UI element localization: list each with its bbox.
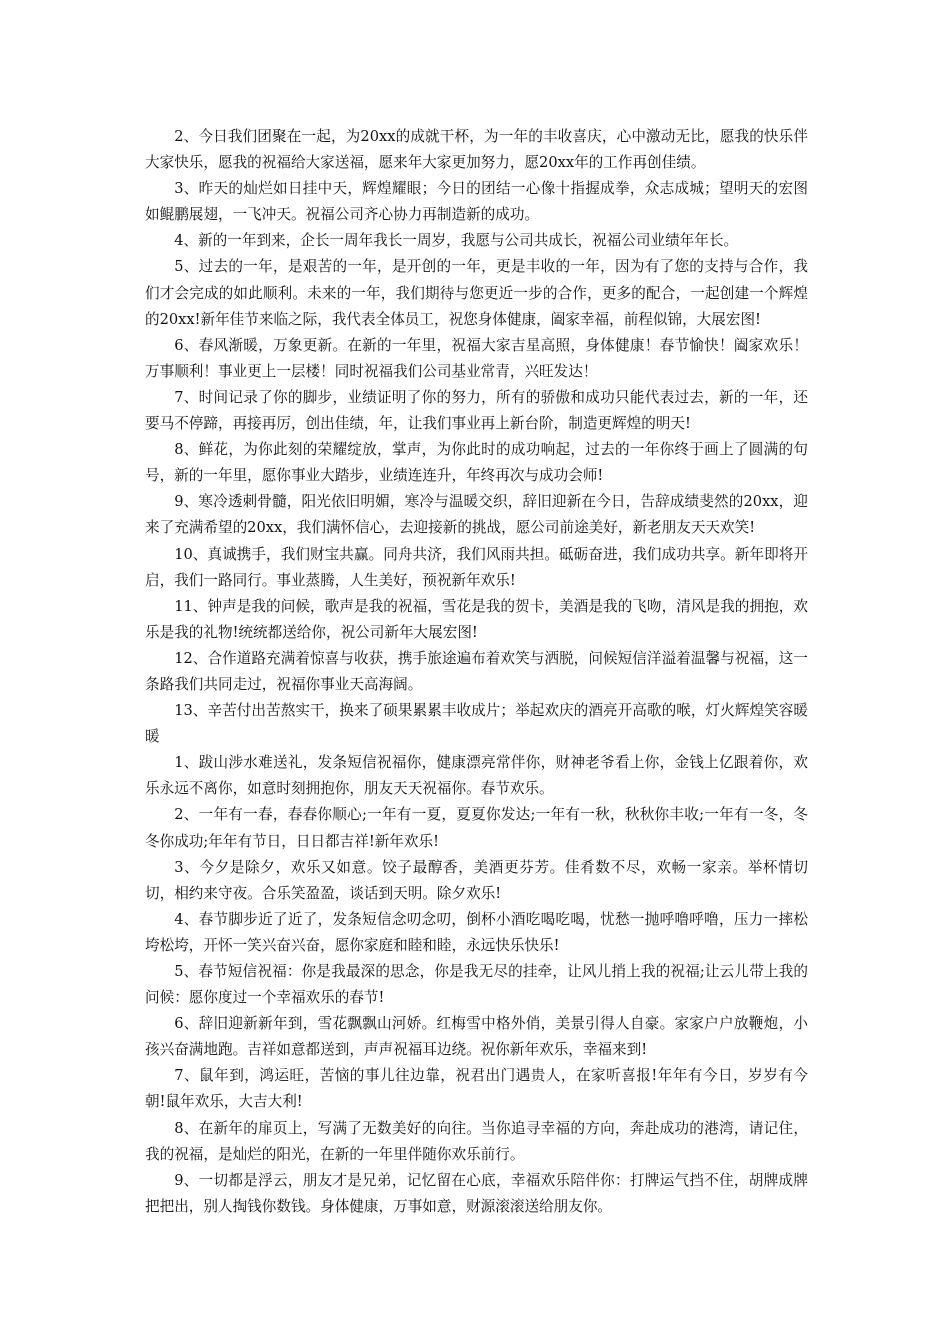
paragraph: 10、真诚携手，我们财宝共赢。同舟共济，我们风雨共担。砥砺奋进，我们成功共享。新年即将开启，我们一路同行。事业蒸腾，人生美好，预祝新年欢乐! xyxy=(145,545,808,589)
paragraph: 5、过去的一年，是艰苦的一年，是开创的一年，更是丰收的一年，因为有了您的支持与合作，我们才会完成的如此顺利。未来的一年，我们期待与您更近一步的合作，更多的配合，一起创建一个辉煌的20xx!新年佳节来临之际，我代表全体员工，祝您身体健康，阖家幸福，前程似锦，大展宏图! xyxy=(145,258,808,328)
paragraph: 4、新的一年到来，企长一周年我长一周岁，我愿与公司共成长，祝福公司业绩年年长。 xyxy=(174,232,739,250)
paragraph: 8、在新年的扉页上，写满了无数美好的向往。当你追寻幸福的方向，奔赴成功的港湾，请记住，我的祝福，是灿烂的阳光，在新的一年里伴随你欢乐前行。 xyxy=(145,1119,808,1163)
paragraph: 4、春节脚步近了近了，发条短信念叨念叨，倒杯小酒吃喝吃喝，忧愁一抛呼噜呼噜，压力一摔松垮松垮，开怀一笑兴奋兴奋，愿你家庭和睦和睦，永远快乐快乐! xyxy=(145,910,808,954)
paragraph: 9、一切都是浮云，朋友才是兄弟，记忆留在心底，幸福欢乐陪伴你：打牌运气挡不住，胡牌成牌把把出，别人掏钱你数钱。身体健康，万事如意，财源滚滚送给朋友你。 xyxy=(145,1171,808,1215)
paragraph: 6、辞旧迎新新年到，雪花飘飘山河娇。红梅雪中格外俏，美景引得人自豪。家家户户放鞭炮，小孩兴奋满地跑。吉祥如意都送到，声声祝福耳边绕。祝你新年欢乐，幸福来到! xyxy=(145,1015,808,1059)
paragraph: 5、春节短信祝福：你是我最深的思念，你是我无尽的挂牵，让风儿捎上我的祝福;让云儿带上我的问候：愿你度过一个幸福欢乐的春节! xyxy=(145,963,808,1007)
paragraph: 11、钟声是我的问候，歌声是我的祝福，雪花是我的贺卡，美酒是我的飞吻，清风是我的拥抱，欢乐是我的礼物!统统都送给你，祝公司新年大展宏图! xyxy=(145,597,808,641)
paragraph: 6、春风渐暖，万象更新。在新的一年里，祝福大家吉星高照，身体健康！春节愉快！阖家欢乐！万事顺利！事业更上一层楼！同时祝福我们公司基业常青，兴旺发达！ xyxy=(145,336,808,380)
paragraph: 9、寒冷透刺骨髓，阳光依旧明媚，寒冷与温暖交织，辞旧迎新在今日，告辞成绩斐然的20xx，迎来了充满希望的20xx，我们满怀信心，去迎接新的挑战，愿公司前途美好，新老朋友天天欢笑! xyxy=(145,493,808,537)
paragraph: 3、今夕是除夕，欢乐又如意。饺子最醇香，美酒更芬芳。佳肴数不尽，欢畅一家亲。举杯情切切，相约来守夜。合乐笑盈盈，谈话到天明。除夕欢乐! xyxy=(145,858,808,902)
document-body xyxy=(145,124,808,1220)
paragraph: 8、鲜花，为你此刻的荣耀绽放，掌声，为你此时的成功响起，过去的一年你终于画上了圆满的句号，新的一年里，愿你事业大踏步，业绩连连升，年终再次与成功会师! xyxy=(145,441,808,485)
paragraph: 13、辛苦付出苦熬实干，换来了硕果累累丰收成片；举起欢庆的酒亮开高歌的喉，灯火辉煌笑容暖暖 xyxy=(145,702,808,746)
paragraph: 7、鼠年到，鸿运旺，苦恼的事儿往边靠，祝君出门遇贵人，在家听喜报!年年有今日，岁岁有今朝!鼠年欢乐，大吉大利! xyxy=(145,1067,808,1111)
paragraph: 7、时间记录了你的脚步，业绩证明了你的努力，所有的骄傲和成功只能代表过去，新的一年，还要马不停蹄，再接再厉，创出佳绩，年，让我们事业再上新台阶，制造更辉煌的明天! xyxy=(145,388,808,433)
paragraph: 2、一年有一春，春春你顺心;一年有一夏，夏夏你发达;一年有一秋，秋秋你丰收;一年有一冬，冬冬你成功;年年有节日，日日都吉祥!新年欢乐! xyxy=(145,806,808,850)
paragraph: 3、昨天的灿烂如日挂中天，辉煌耀眼；今日的团结一心像十指握成拳，众志成城；望明天的宏图如鲲鹏展翅，一飞冲天。祝福公司齐心协力再制造新的成功。 xyxy=(145,180,808,224)
paragraph: 1、跋山涉水难送礼，发条短信祝福你，健康漂亮常伴你，财神老爷看上你，金钱上亿跟着你，欢乐永远不离你，如意时刻拥抱你，朋友天天祝福你。春节欢乐。 xyxy=(145,754,808,798)
paragraph: 2、今日我们团聚在一起，为20xx的成就干杯，为一年的丰收喜庆，心中激动无比，愿我的快乐伴大家快乐，愿我的祝福给大家送福，愿来年大家更加努力，愿20xx年的工作再创佳绩。 xyxy=(145,128,808,172)
paragraph: 12、合作道路充满着惊喜与收获，携手旅途遍布着欢笑与洒脱，问候短信洋溢着温馨与祝福，这一条路我们共同走过，祝福你事业天高海阔。 xyxy=(145,649,808,693)
